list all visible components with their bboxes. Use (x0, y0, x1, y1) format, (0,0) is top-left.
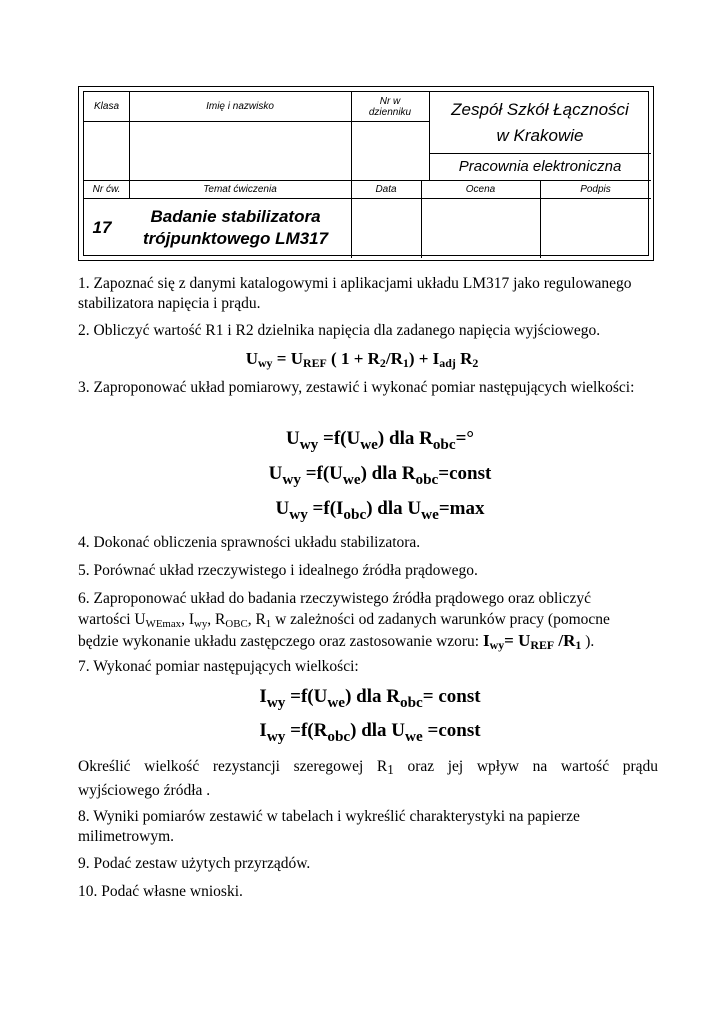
item-8: 8. Wyniki pomiarów zestawić w tabelach i wykreślić charakterystyki na papierze milimetrowym. (78, 808, 580, 845)
exercise-title-line-1: Badanie stabilizatora (150, 207, 321, 226)
name-label: Imię i nazwisko (206, 101, 274, 112)
formula-3b: $U_{wy} =f(U_{we})$ dla $R_{obc}=const$ (268, 463, 492, 488)
podpis-label: Podpis (580, 183, 611, 195)
ocena-label: Ocena (465, 183, 496, 195)
exercise-number: 17 (92, 218, 112, 237)
item-2: 2. Obliczyć wartość R1 i R2 dzielnika napięcia dla zadanego napięcia wyjściowego. (78, 322, 601, 339)
item-9: 9. Podać zestaw użytych przyrządów. (78, 855, 311, 872)
item-1: 1. Zapoznać się z danymi katalogowymi i aplikacjami układu LM317 jako regulowanego stabilizatora napięcia i prądu. (78, 275, 632, 312)
header-table (78, 86, 654, 261)
school-name (429, 92, 651, 153)
item-4: 4. Dokonać obliczenia sprawności układu stabilizatora. (78, 534, 421, 551)
nr-cw-label: Nr ćw. (92, 183, 121, 195)
lab-name: Pracownia elektroniczna (458, 158, 622, 175)
item-5: 5. Porównać układ rzeczywistego i idealnego źródła prądowego. (78, 562, 478, 579)
formula-3c: $U_{wy} =f(I_{obc})$ dla $U_{we}=\max$ (275, 498, 485, 523)
item-7: 7. Wykonać pomiar następujących wielkości: (78, 658, 359, 675)
item-6 (78, 588, 658, 652)
klasa-label: Klasa (93, 101, 119, 112)
formula-3a: $U_{wy} =f(U_{we})$ dla $R_{obc}=^\circ$ (285, 428, 475, 453)
item-6-line-2: wartości $U_{WEmax}$, $I_{wy}$, $R_{OBC}$, $R_1$ w zależności od zadanych warunków pracy (pomocne (78, 611, 610, 630)
item-6-line-1: 6. Zaproponować układ do badania rzeczywistego źródła prądowego oraz obliczyć (78, 590, 592, 607)
hline-1 (84, 121, 429, 122)
school-line-2: w Krakowie (496, 125, 584, 145)
school-line-1: Zespół Szkół Łączności (451, 99, 629, 119)
exercise-title-line-2: trójpunktowego LM317 (142, 229, 329, 248)
item-3: 3. Zaproponować układ pomiarowy, zestawić i wykonać pomiar następujących wielkości: (78, 379, 635, 396)
formula-7a: $I_{wy} =f(U_{we})$ dla $R_{obc}=$ const (259, 686, 481, 711)
item-10: 10. Podać własne wnioski. (78, 883, 243, 900)
formula-uwy: $U_{wy} = U_{REF}$ ( $1 + R_2/R_1) + I_{adj}$ $R_2$ (245, 349, 479, 370)
item-7-note (78, 755, 658, 803)
item-7-note-line-1: Określić wielkość rezystancji szeregowej $R_1$ oraz jej wpływ na wartość prądu (78, 758, 658, 777)
exercise-title (120, 198, 351, 258)
nr-dziennik-label: Nr w dzienniku (368, 95, 412, 118)
formula-7b: $I_{wy} =f(R_{obc})$ dla $U_{we}$ =const (259, 720, 481, 745)
temat-label: Temat ćwiczenia (203, 183, 277, 195)
item-6-line-3: będzie wykonanie układu zastępczego oraz zastosowanie wzoru: $I_{wy}= U_{REF}$ $/R_1$ ). (78, 631, 595, 652)
item-7-note-line-2: wyjściowego źródła . (78, 782, 211, 799)
data-label: Data (375, 183, 397, 195)
